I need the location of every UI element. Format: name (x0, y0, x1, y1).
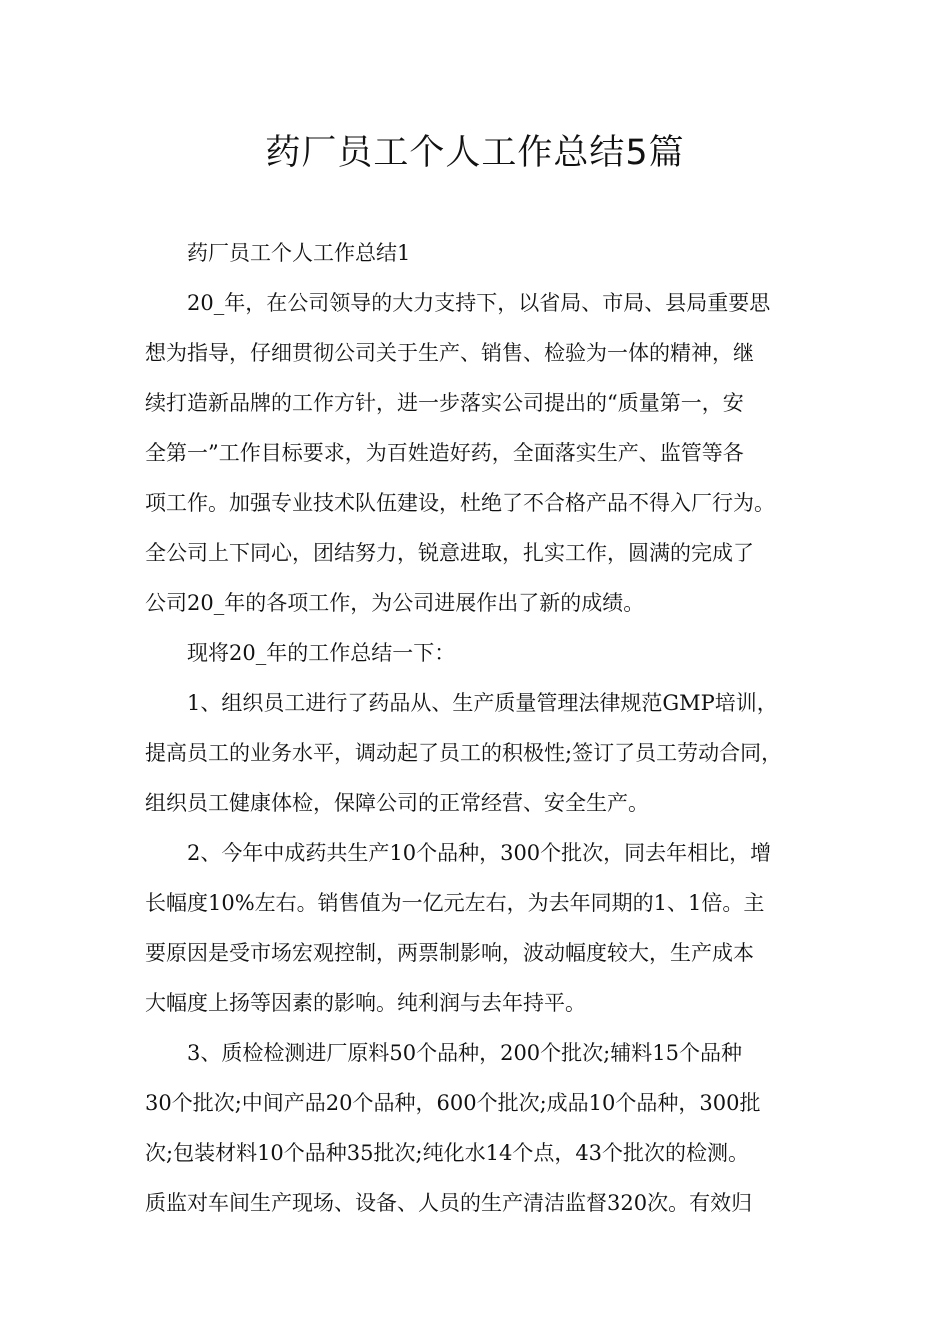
text-line: 提高员工的业务水平，调动起了员工的积极性;签订了员工劳动合同， (145, 741, 783, 765)
text-line: 想为指导，仔细贯彻公司关于生产、销售、检验为一体的精神，继 (145, 341, 754, 365)
text-line: 质监对车间生产现场、设备、人员的生产清洁监督320次。有效归 (145, 1191, 753, 1215)
text-line: 30个批次;中间产品20个品种，600个批次;成品10个品种，300批 (145, 1091, 761, 1115)
text-line: 项工作。加强专业技术队伍建设，杜绝了不合格产品不得入厂行为。 (145, 491, 775, 515)
document-title: 药厂员工个人工作总结5篇 (265, 133, 685, 173)
paragraph-item-2 (145, 828, 825, 1028)
document-body (145, 228, 825, 1228)
text-line: 长幅度10%左右。销售值为一亿元左右，为去年同期的1、1倍。主 (145, 891, 765, 915)
text-line: 公司20_年的各项工作，为公司进展作出了新的成绩。 (145, 591, 645, 615)
paragraph-heading-1 (145, 228, 825, 278)
text-line: 组织员工健康体检，保障公司的正常经营、安全生产。 (145, 791, 649, 815)
text-line: 20_年，在公司领导的大力支持下，以省局、市局、县局重要思 (187, 291, 771, 315)
paragraph-item-1 (145, 678, 825, 828)
text-line: 现将20_年的工作总结一下： (187, 641, 456, 665)
paragraph-summary-lead (145, 628, 825, 678)
text-line: 要原因是受市场宏观控制，两票制影响，波动幅度较大，生产成本 (145, 941, 754, 965)
text-line: 全第一”工作目标要求，为百姓造好药，全面落实生产、监管等各 (145, 441, 744, 465)
text-line: 1、组织员工进行了药品从、生产质量管理法律规范GMP培训， (187, 691, 778, 715)
paragraph-intro (145, 278, 825, 628)
text-line: 全公司上下同心，团结努力，锐意进取，扎实工作，圆满的完成了 (145, 541, 754, 565)
text-line: 2、今年中成药共生产10个品种，300个批次，同去年相比，增 (187, 841, 772, 865)
paragraph-item-3 (145, 1028, 825, 1228)
text-line: 3、质检检测进厂原料50个品种，200个批次;辅料15个品种 (187, 1041, 742, 1065)
text-line: 次;包装材料10个品种35批次;纯化水14个点，43个批次的检测。 (145, 1141, 750, 1165)
text-line: 大幅度上扬等因素的影响。纯利润与去年持平。 (145, 991, 586, 1015)
text-line: 续打造新品牌的工作方针，进一步落实公司提出的“质量第一，安 (145, 391, 744, 415)
text-line: 药厂员工个人工作总结1 (187, 241, 411, 265)
